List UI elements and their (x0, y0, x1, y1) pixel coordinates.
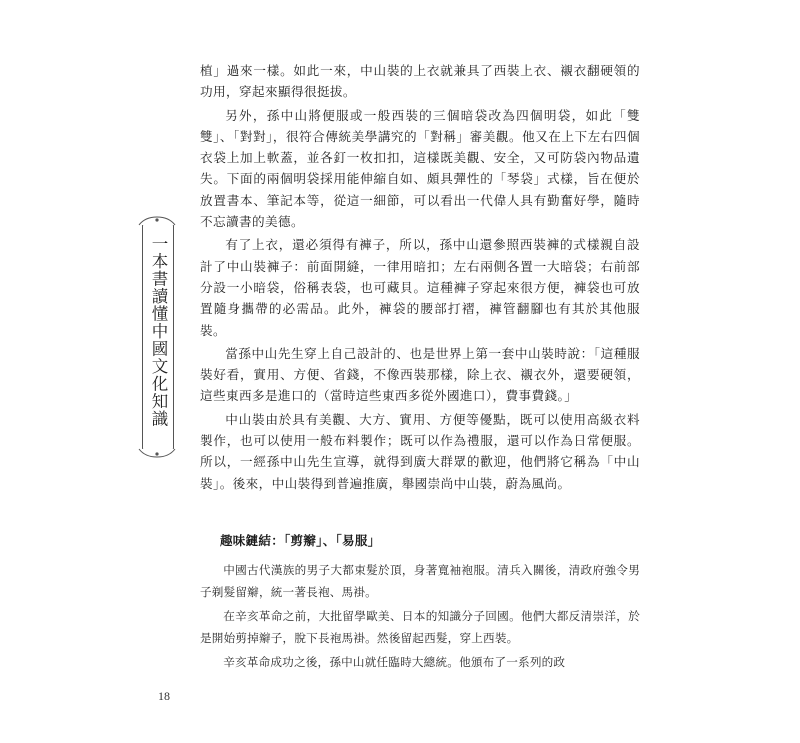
note-paragraph-2: 在辛亥革命之前，大批留學歐美、日本的知識分子回國。他們大都反清崇洋，於是開始剪掉辮子，脫下長袍馬褂。然後留起西髮，穿上西裝。 (200, 609, 640, 645)
paragraph-2: 另外，孫中山將便服或一般西裝的三個暗袋改為四個明袋，如此「雙雙」、「對對」，很符合傳統美學講究的「對稱」審美觀。他又在上下左右四個衣袋上加上軟蓋，並各釘一枚扣扣，這樣既美觀、安全，又可防袋內物品遺失。下面的兩個明袋採用能伸縮自如、頗具彈性的「琴袋」式樣，旨在便於放置書本、筆記本等，從這一細節，可以看出一代偉人具有勤奮好學，隨時不忘讀書的美德。 (200, 107, 640, 230)
paragraph-1: 植」過來一樣。如此一來，中山裝的上衣就兼具了西裝上衣、襯衣翻硬領的功用，穿起來顯得很挺拔。 (200, 63, 640, 100)
side-title: 一本書讀懂中國文化知識 (149, 235, 168, 428)
note-paragraph-1: 中國古代漢族的男子大都束髮於頂，身著寬袖袍服。清兵入關後，清政府強令男子剃髮留辮，統一著長袍、馬褂。 (200, 563, 640, 599)
sidebar-note (200, 560, 640, 677)
paragraph-3: 有了上衣，還必須得有褲子，所以，孫中山還參照西裝褲的式樣親自設計了中山裝褲子：前面開縫，一律用暗扣；左右兩側各置一大暗袋；右前部分設一小暗袋，俗稱表袋，也可藏貝。這種褲子穿起來很方便，褲袋也可放置隨身攜帶的必需品。此外，褲袋的腰部打褶，褲管翻腳也有其於其他服裝。 (200, 237, 640, 338)
banner-ornament-bottom-icon (137, 447, 177, 459)
paragraph-5: 中山裝由於具有美觀、大方、實用、方便等優點，既可以使用高級衣料製作，也可以使用一般布料製作；既可以作為禮服，還可以作為日常便服。所以，一經孫中山先生宣導，就得到廣大群眾的歡迎，他們將它稱為「中山裝」。後來，中山裝得到普遍推廣，舉國崇尚中山裝，蔚為風尚。 (200, 411, 640, 491)
paragraph-4: 當孫中山先生穿上自己設計的、也是世界上第一套中山裝時說：「這種服裝好看，實用、方便、省錢，不像西裝那樣，除上衣、襯衣外，還要硬領，這些東西多是進口的（當時這些東西多從外國進口），費事費錢。」 (200, 345, 640, 404)
banner-ornament-top-icon (137, 215, 177, 227)
note-paragraph-3: 辛亥革命成功之後，孫中山就任臨時大總統。他頒布了一系列的政 (223, 655, 566, 669)
body-text (200, 60, 640, 496)
section-heading: 趣味鏈結：「剪辮」、「易服」 (220, 533, 381, 548)
page-number: 18 (158, 689, 170, 703)
side-title-banner (142, 222, 174, 452)
